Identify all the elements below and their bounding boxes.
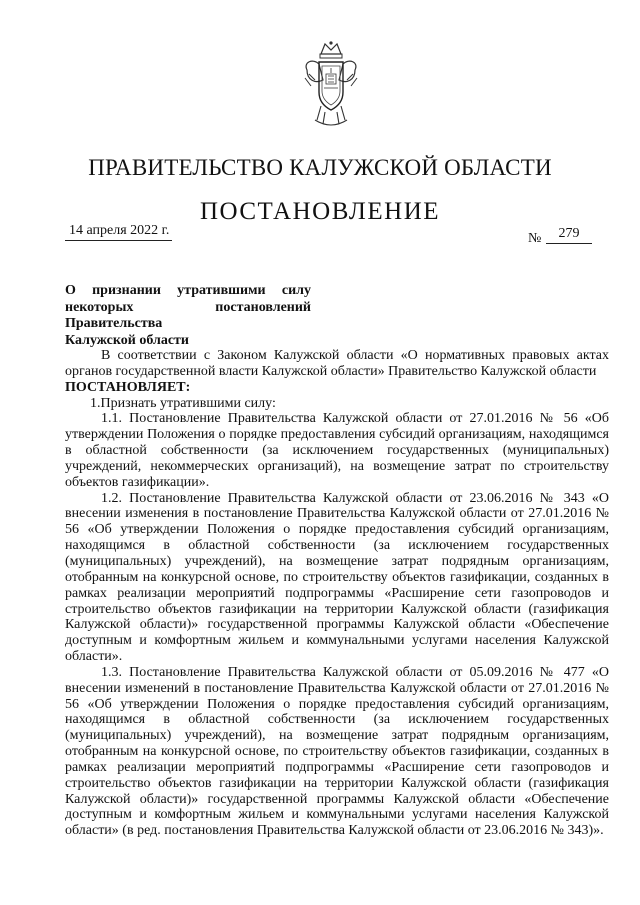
clause-1: 1.Признать утратившими силу: bbox=[90, 395, 276, 411]
decree-word: ПОСТАНОВЛЯЕТ: bbox=[65, 379, 191, 395]
preamble-paragraph: В соответствии с Законом Калужской области «О нормативных правовых актах органов государственной власти Калужской области» Правительство Калужской области bbox=[65, 348, 609, 379]
document-number-label: № bbox=[528, 231, 542, 246]
government-name: ПРАВИТЕЛЬСТВО КАЛУЖСКОЙ ОБЛАСТИ bbox=[88, 155, 552, 180]
subject-line: Калужской области bbox=[65, 332, 189, 348]
document-type-title: ПОСТАНОВЛЕНИЕ bbox=[199, 198, 441, 225]
document-subject bbox=[65, 283, 311, 349]
subject-line: О признании утратившими силу bbox=[65, 283, 311, 298]
subject-line: некоторых постановлений Правительства bbox=[65, 299, 311, 331]
coat-of-arms-icon bbox=[299, 40, 363, 132]
clause-1-2: 1.2. Постановление Правительства Калужской области от 23.06.2016 № 343 «О внесении изменения в постановление Правительства Калужской области от 27.01.2016 № 56 «Об утверждении Положения о порядке предоставления субсидий организациям, находящимся в областной собственности (за исключением государственных (муниципальных) учреждений), на возмещение затрат подрядным организациям, отобранным на конкурсной основе, по строительству объектов газификации, созданных в рамках реализации мероприятий подпрограммы «Расширение сети газопроводов и строительство объектов газификации на территории Калужской области (газификация Калужской области)» государственной программы Калужской области «Обеспечение доступным и комфортным жильем и коммунальными услугами населения Калужской области». bbox=[65, 490, 609, 665]
clause-1-3: 1.3. Постановление Правительства Калужской области от 05.09.2016 № 477 «О внесении изменений в постановление Правительства Калужской области от 27.01.2016 № 56 «Об утверждении Положения о порядке предоставления субсидий организациям, находящимся в областной собственности (за исключением государственных (муниципальных) учреждений), на возмещение затрат подрядным организациям, отобранным на конкурсной основе, по строительству объектов газификации, созданных в рамках реализации мероприятий подпрограммы «Расширение сети газопроводов и строительство объектов газификации на территории Калужской области (газификация Калужской области)» государственной программы Калужской области «Обеспечение доступным и комфортным жильем и коммунальными услугами населения Калужской области» (в ред. постановления Правительства Калужской области от 23.06.2016 № 343)». bbox=[65, 664, 609, 839]
document-number: 279 bbox=[546, 226, 592, 244]
document-date: 14 апреля 2022 г. bbox=[65, 223, 172, 241]
clause-1-1: 1.1. Постановление Правительства Калужской области от 27.01.2016 № 56 «Об утверждении Положения о порядке предоставления субсидий организациям, находящимся в областной собственности (за исключением государственных (муниципальных) учреждений, некоммерческих организаций), на возмещение затрат по строительству объектов газификации». bbox=[65, 411, 609, 490]
document-body bbox=[65, 348, 609, 839]
